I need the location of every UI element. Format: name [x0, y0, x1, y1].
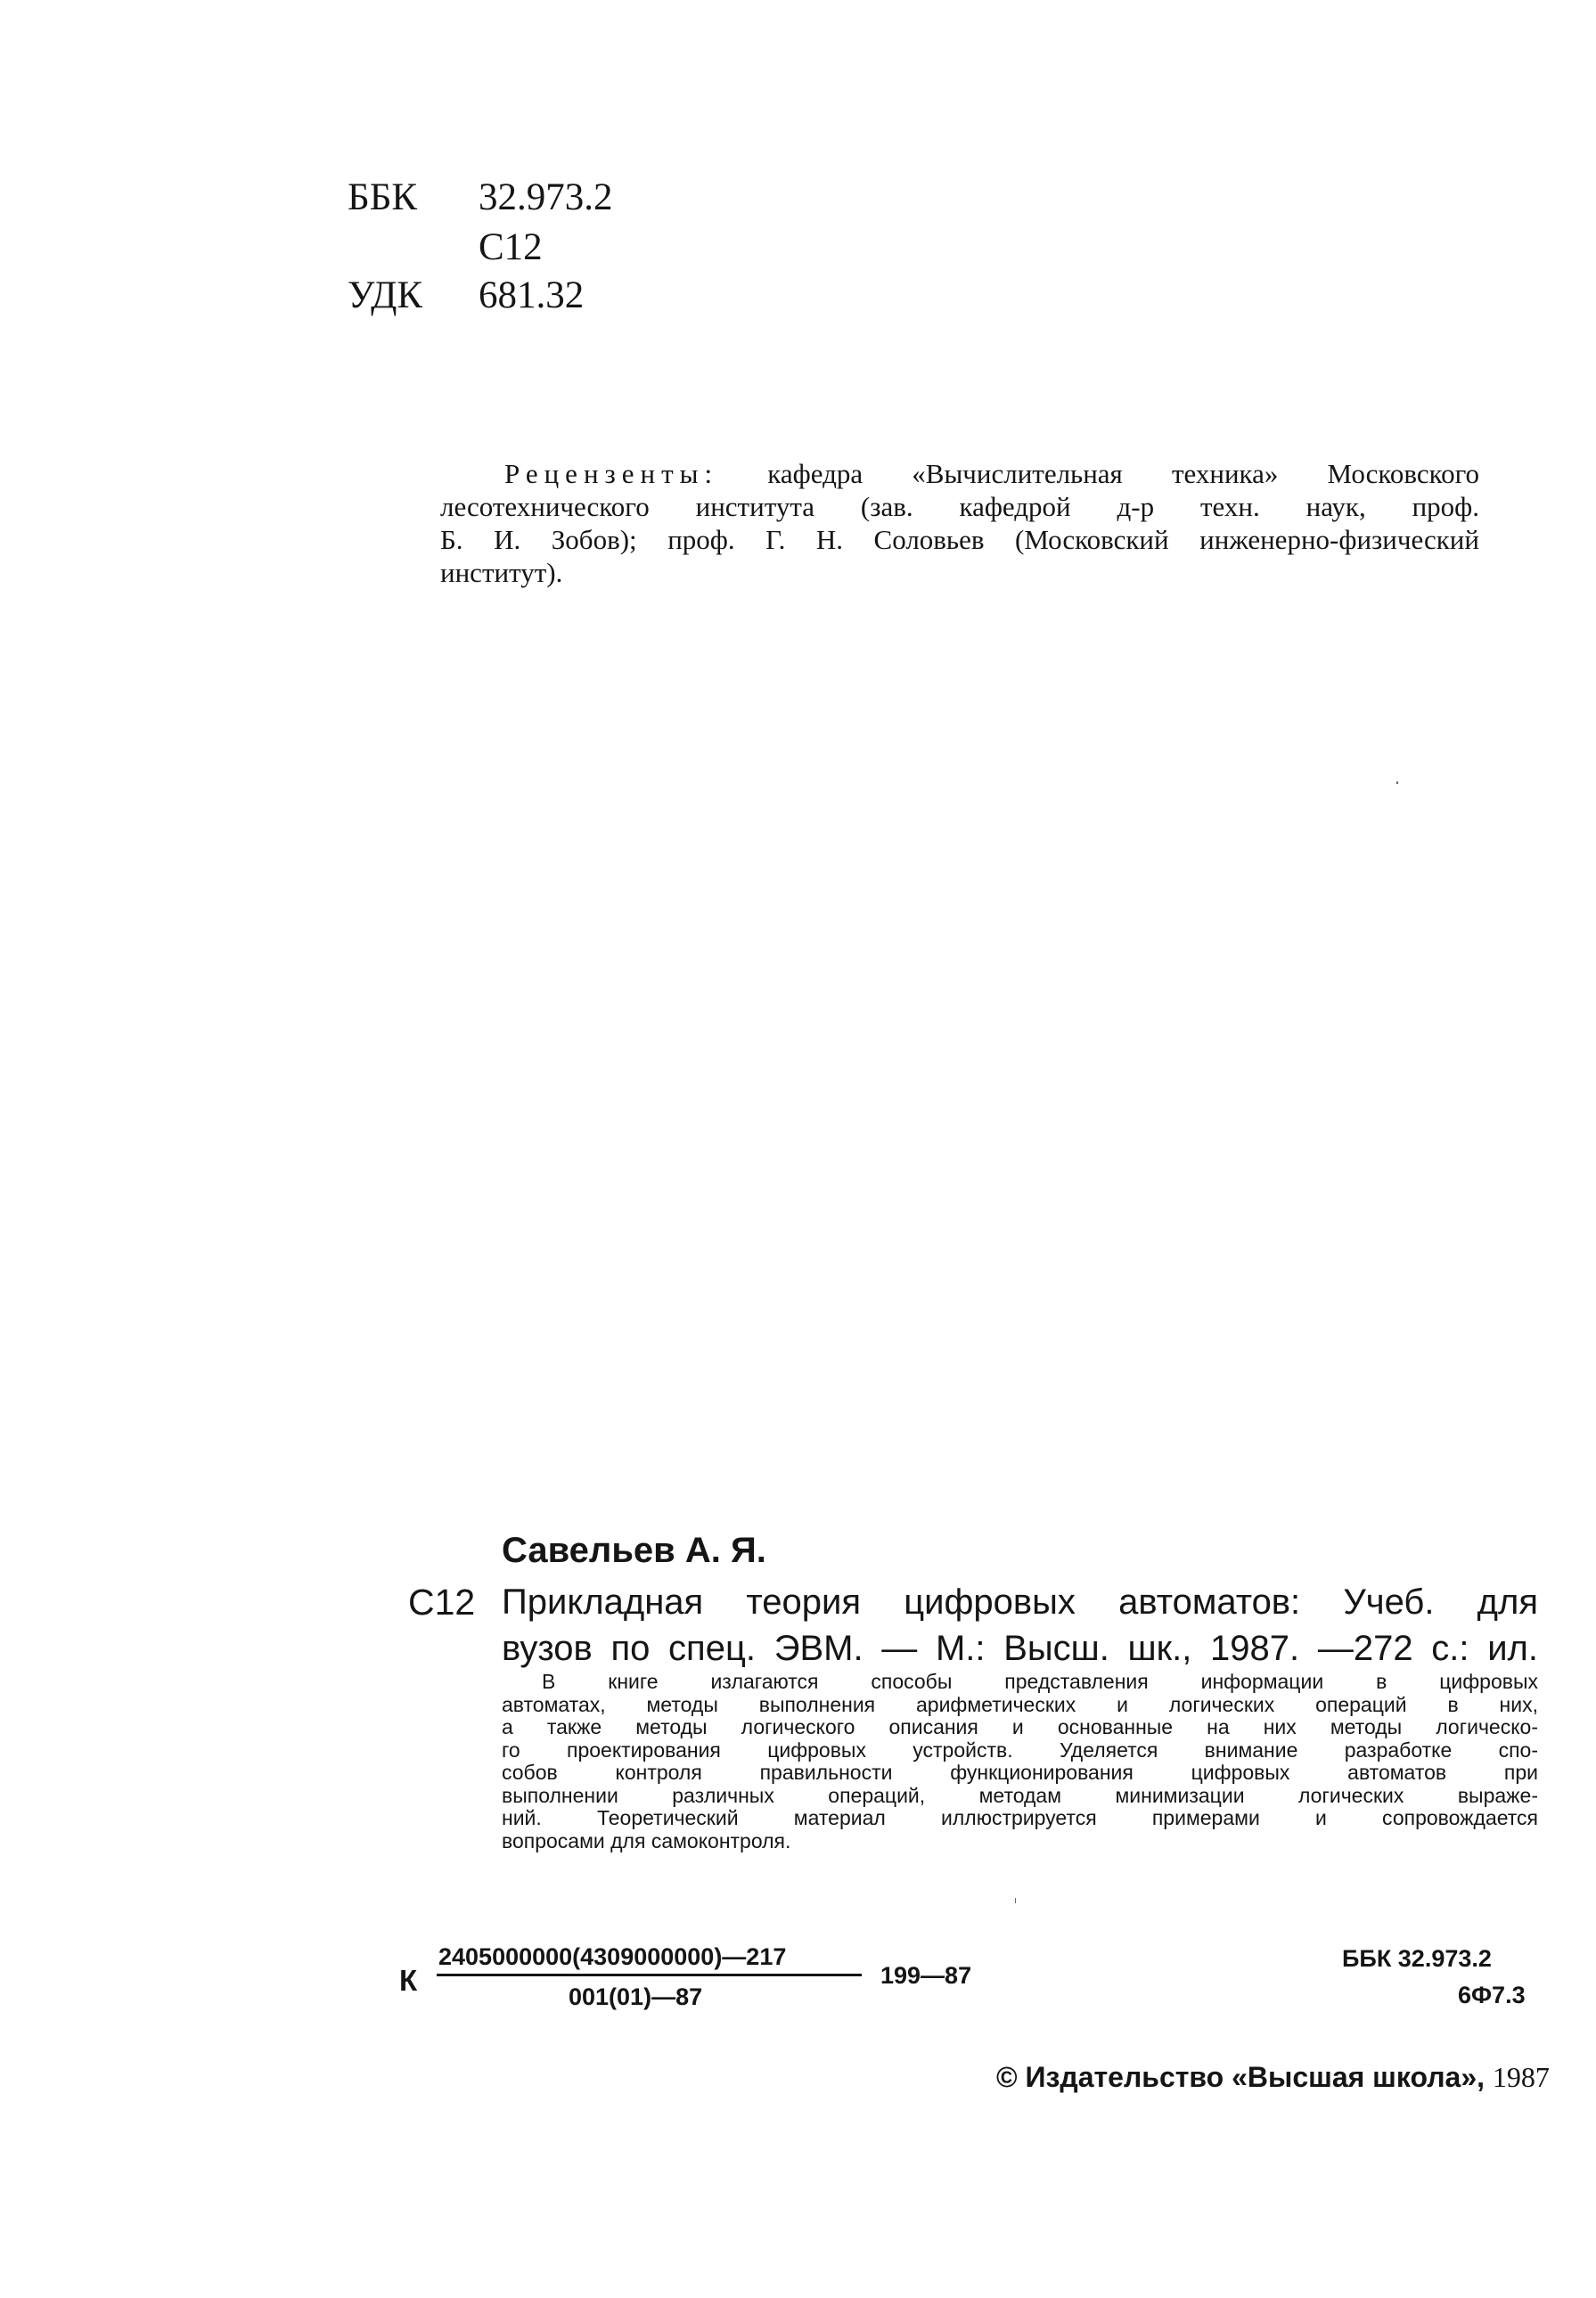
abstract-line: автоматах, методы выполнения арифметических и логических операций в них, [502, 1692, 1538, 1716]
reviewers-text: кафедра «Вычислительная техника» Московского [767, 458, 1480, 489]
abstract-line: выполнении различных операций, методам минимизации логических выраже- [502, 1783, 1538, 1807]
catalog-numerator: 2405000000(4309000000)—217 [438, 1943, 787, 1970]
catalog-fraction-rule [437, 1974, 862, 1976]
print-speck [1396, 781, 1398, 784]
catalog-letter: К [399, 1964, 418, 1997]
reviewers-line: Б. И. Зобов); проф. Г. Н. Соловьев (Московский инженерно-физический [440, 524, 1479, 555]
reviewers-block [440, 457, 1479, 589]
reviewers-line: лесотехнического института (зав. кафедрой д-р техн. наук, проф. [440, 491, 1479, 522]
udk-label: УДК [348, 274, 423, 316]
author-index-code: С12 [479, 226, 543, 268]
entry-index: С12 [408, 1582, 476, 1623]
abstract-line: а также методы логического описания и основанные на них методы логическо- [502, 1715, 1538, 1738]
abstract [502, 1671, 1538, 1852]
entry-title-line: вузов по спец. ЭВМ. — М.: Высш. шк., 1987. —272 с.: ил. [502, 1629, 1538, 1668]
entry-title [502, 1579, 1538, 1672]
copyright-year: 1987 [1492, 2061, 1550, 2093]
catalog-denominator: 001(01)—87 [569, 1983, 703, 2010]
reviewers-heading: Рецензенты: [504, 458, 719, 489]
copyright-line [996, 2061, 1550, 2094]
bbk-code: 32.973.2 [479, 176, 613, 218]
abstract-line: вопросами для самоконтроля. [502, 1828, 791, 1852]
catalog-sub-code: 6Ф7.3 [1458, 1982, 1526, 2008]
copyright-icon: © [996, 2061, 1018, 2093]
reviewers-line: институт). [440, 557, 563, 588]
reviewers-line [440, 457, 1479, 490]
abstract-line: ний. Теоретический материал иллюстрируется примерами и сопровождается [502, 1806, 1538, 1829]
catalog-middle-code: 199—87 [880, 1962, 972, 1989]
udk-code: 681.32 [479, 274, 585, 316]
entry-title-line: Прикладная теория цифровых автоматов: Учеб. для [502, 1582, 1538, 1622]
entry-author: Савельев А. Я. [502, 1531, 766, 1570]
print-speck [1015, 1898, 1016, 1903]
abstract-line: В книге излагаются способы представления информации в цифровых [542, 1670, 1538, 1693]
copyright-publisher: Издательство «Высшая школа», [1025, 2061, 1485, 2093]
catalog-bbk: ББК 32.973.2 [1342, 1945, 1492, 1972]
bbk-label: ББК [348, 176, 418, 218]
abstract-line: собов контроля правильности функционирования цифровых автоматов при [502, 1761, 1538, 1784]
abstract-line: го проектирования цифровых устройств. Уделяется внимание разработке спо- [502, 1738, 1538, 1762]
